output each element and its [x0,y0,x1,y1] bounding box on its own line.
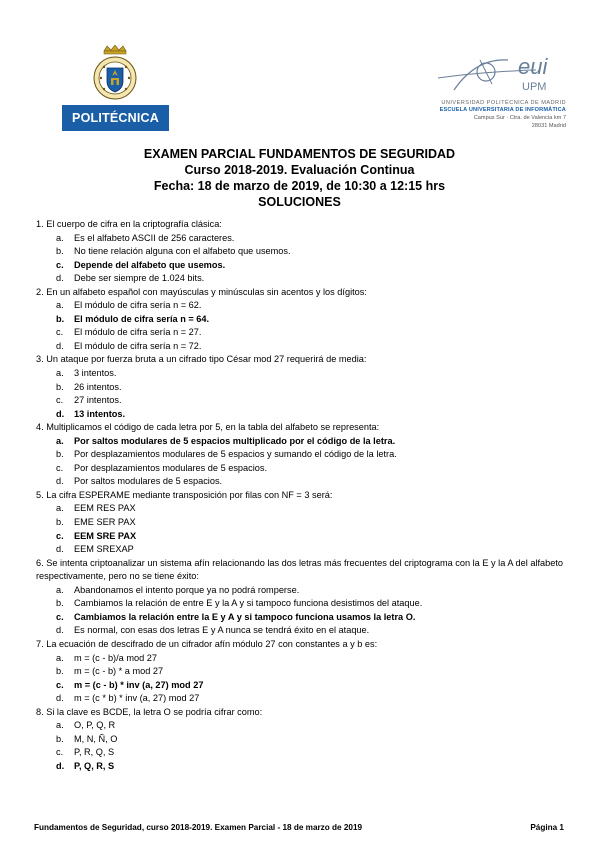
option-text: EEM RES PAX [74,503,136,514]
question-text: 8. Si la clave es BCDE, la letra O se podría cifrar como: [36,706,263,717]
answer-option [36,516,576,530]
option-letter: d. [56,340,64,351]
exam-solutions-heading: SOLUCIONES [258,195,341,209]
question-2 [36,286,576,354]
option-text: 26 intentos. [74,381,122,392]
option-letter: a. [56,584,64,595]
option-letter: a. [56,368,64,379]
upm-crest-icon [92,45,138,103]
option-text: El módulo de cifra sería n = 72. [74,340,202,351]
option-letter: a. [56,232,64,243]
option-letter: b. [56,598,64,609]
option-letter: a. [56,503,64,514]
option-text: EEM SRE PAX [74,530,137,541]
answer-option-correct [36,313,576,327]
answer-option-correct [36,408,576,422]
question-text: 5. La cifra ESPERAME mediante transposición por filas con NF = 3 será: [36,489,333,500]
option-letter: b. [56,517,64,528]
answer-option [36,367,576,381]
answer-option [36,272,576,286]
option-letter: a. [56,652,64,663]
question-5 [36,489,576,557]
question-text: 2. En un alfabeto español con mayúsculas y minúsculas sin acentos y los dígitos: [36,286,367,297]
option-text: 13 intentos. [74,408,126,419]
option-text: Debe ser siempre de 1.024 bits. [74,273,205,284]
option-letter: c. [56,679,64,690]
question-3 [36,353,576,421]
exam-course: Curso 2018-2019. Evaluación Continua [184,163,415,177]
answer-option [36,326,576,340]
option-letter: d. [56,273,64,284]
exam-date: Fecha: 18 de marzo de 2019, de 10:30 a 12:15 hrs [153,179,446,193]
option-letter: c. [56,462,64,473]
eui-sub-wordmark: UPM [522,81,547,93]
option-text: EEM SREXAP [74,544,134,555]
option-text: Es normal, con esas dos letras E y A nunca se tendrá éxito en el ataque. [74,625,370,636]
question-text: 3. Un ataque por fuerza bruta a un cifrado tipo César mod 27 requerirá de media: [36,354,367,365]
option-text: 3 intentos. [74,368,117,379]
exam-title: EXAMEN PARCIAL FUNDAMENTOS DE SEGURIDAD [143,147,456,161]
option-letter: c. [56,395,64,406]
option-text: Depende del alfabeto que usemos. [74,259,226,270]
option-text: EME SER PAX [74,517,136,528]
answer-option [36,394,576,408]
option-text: Por desplazamientos modulares de 5 espacios. [74,462,268,473]
option-text: m = (c - b) * a mod 27 [74,666,164,677]
answer-option [36,299,576,313]
answer-option [36,584,576,598]
answer-options [36,232,576,286]
option-text: m = (c - b)/a mod 27 [74,652,157,663]
question-text: 6. Se intenta criptoanalizar un sistema afín relacionando las dos letras más frecuentes del criptograma con la E y la A del alfabeto respectivamente, pero no se tiene éxito: [36,557,564,582]
answer-option-correct [36,435,576,449]
answer-options [36,652,576,706]
option-text: Es el alfabeto ASCII de 256 caracteres. [74,232,235,243]
eui-logo [396,52,566,142]
question-7 [36,638,576,706]
question-6 [36,557,576,638]
answer-option [36,245,576,259]
option-letter: d. [56,408,65,419]
answer-option-correct [36,259,576,273]
option-text: Cambiamos la relación de entre E y la A y si tampoco funciona desistimos del ataque. [74,598,423,609]
option-letter: b. [56,381,64,392]
option-letter: b. [56,313,65,324]
answer-option [36,597,576,611]
option-letter: c. [56,611,64,622]
answer-options [36,584,576,638]
eui-city-line: 28031 Madrid [531,123,566,129]
option-letter: b. [56,246,64,257]
option-letter: a. [56,720,64,731]
answer-option [36,665,576,679]
option-text: O, P, Q, R [74,720,116,731]
option-text: P, R, Q, S [74,747,115,758]
option-letter: d. [56,544,64,555]
answer-option [36,733,576,747]
answer-option [36,746,576,760]
option-text: Por desplazamientos modulares de 5 espacios y sumando el código de la letra. [74,449,397,460]
question-list [36,218,576,773]
answer-option-correct [36,530,576,544]
upm-logo [62,45,169,133]
answer-option [36,340,576,354]
option-text: Cambiamos la relación entre la E y A y si tampoco funciona usamos la letra O. [74,611,416,622]
option-letter: c. [56,530,64,541]
answer-option [36,462,576,476]
option-text: M, N, Ñ, O [74,733,118,744]
option-text: No tiene relación alguna con el alfabeto que usemos. [74,246,291,257]
answer-option [36,719,576,733]
eui-university-line: UNIVERSIDAD POLITÉCNICA DE MADRID [441,100,566,106]
question-8 [36,706,576,774]
option-text: Por saltos modulares de 5 espacios multiplicado por el código de la letra. [74,435,396,446]
answer-option [36,543,576,557]
option-letter: a. [56,435,64,446]
option-letter: d. [56,476,64,487]
question-1 [36,218,576,286]
option-text: Abandonamos el intento porque ya no podrá romperse. [74,584,300,595]
option-letter: d. [56,625,64,636]
eui-school-line: ESCUELA UNIVERSITARIA DE INFORMÁTICA [439,107,566,113]
footer-page-number: Página 1 [530,823,564,832]
answer-option [36,624,576,638]
option-text: El módulo de cifra sería n = 27. [74,327,202,338]
answer-option [36,232,576,246]
answer-option [36,692,576,706]
answer-option [36,381,576,395]
option-letter: d. [56,693,64,704]
answer-option-correct [36,679,576,693]
answer-options [36,367,576,421]
option-text: m = (c - b) * inv (a, 27) mod 27 [74,679,204,690]
option-letter: b. [56,733,64,744]
eui-address-line: Campus Sur · Ctra. de Valencia km 7 [473,115,566,121]
answer-options [36,435,576,489]
question-4 [36,421,576,489]
option-letter: c. [56,259,64,270]
answer-option [36,502,576,516]
option-text: El módulo de cifra sería n = 64. [74,313,210,324]
answer-option [36,448,576,462]
option-letter: b. [56,449,64,460]
option-letter: b. [56,666,64,677]
option-letter: c. [56,327,64,338]
question-text: 4. Multiplicamos el código de cada letra por 5, en la tabla del alfabeto se representa: [36,422,380,433]
option-text: El módulo de cifra sería n = 62. [74,300,202,311]
answer-option-correct [36,760,576,774]
option-text: m = (c * b) * inv (a, 27) mod 27 [74,693,200,704]
eui-emblem-icon [436,52,566,94]
question-text: 1. El cuerpo de cifra en la criptografía clásica: [36,219,222,229]
footer-course-info: Fundamentos de Seguridad, curso 2018-2019. Examen Parcial - 18 de marzo de 2019 [34,823,363,832]
option-letter: c. [56,747,64,758]
exam-title-block [0,146,599,210]
answer-options [36,299,576,353]
option-letter: a. [56,300,64,311]
option-text: P, Q, R, S [74,760,115,771]
answer-option [36,475,576,489]
option-text: 27 intentos. [74,395,122,406]
question-text: 7. La ecuación de descifrado de un cifrador afín módulo 27 con constantes a y b es: [36,638,378,649]
answer-option-correct [36,611,576,625]
option-letter: d. [56,760,65,771]
answer-options [36,502,576,556]
eui-wordmark: eui [518,54,548,79]
upm-banner: POLITÉCNICA [62,105,169,131]
option-text: Por saltos modulares de 5 espacios. [74,476,223,487]
answer-option [36,652,576,666]
answer-options [36,719,576,773]
